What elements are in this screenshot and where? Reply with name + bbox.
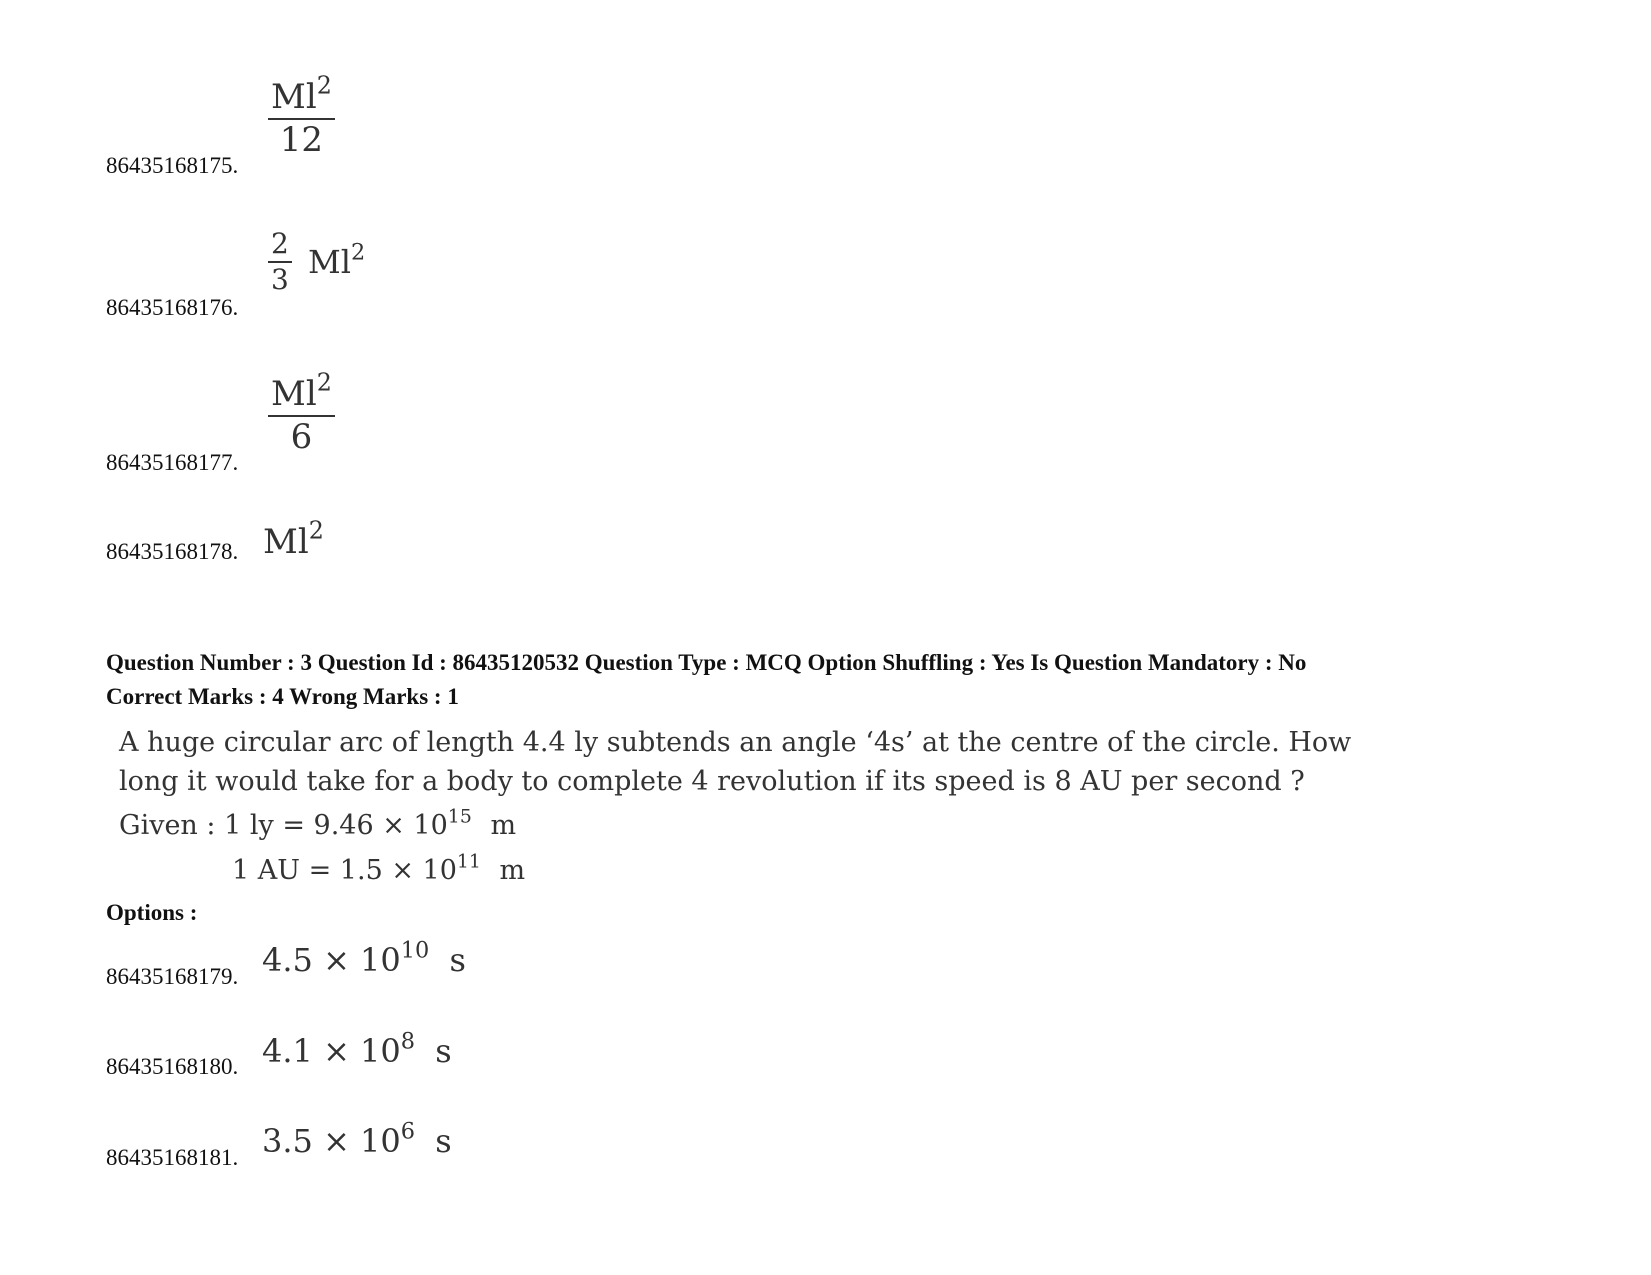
question-text-line1: A huge circular arc of length 4.4 ly subtends an angle ‘4s’ at the centre of the circle. How: [119, 727, 1352, 758]
option-value: $4.1 \times 10^8$ s: [262, 1028, 452, 1070]
question-marks: Correct Marks : 4 Wrong Marks : 1: [106, 684, 459, 709]
option-id: 86435168176.: [106, 295, 239, 320]
option-id: 86435168180.: [106, 1054, 239, 1079]
option-formula: $\frac{2}{3}$ Ml$^2$: [268, 228, 365, 296]
option-id: 86435168178.: [106, 539, 239, 564]
option-id: 86435168179.: [106, 964, 239, 989]
option-formula: $\frac{Ml^2}{12}$: [268, 78, 335, 160]
given-ly: Given : 1 ly = $9.46 \times 10^{15}$ m: [119, 805, 517, 841]
option-value: $4.5 \times 10^{10}$ s: [262, 937, 466, 979]
option-value: $3.5 \times 10^6$ s: [262, 1118, 452, 1160]
option-id: 86435168181.: [106, 1145, 239, 1170]
option-formula: $\frac{Ml^2}{6}$: [268, 375, 335, 457]
options-label: Options :: [106, 900, 198, 925]
question-header: Question Number : 3 Question Id : 86435120532 Question Type : MCQ Option Shuffling : Yes Is Question Mandatory : No: [106, 650, 1307, 675]
given-au: 1 AU = $1.5 \times 10^{11}$ m: [232, 850, 526, 886]
option-id: 86435168177.: [106, 450, 239, 475]
option-id: 86435168175.: [106, 153, 239, 178]
question-text-line2: long it would take for a body to complete 4 revolution if its speed is 8 AU per second ?: [119, 766, 1305, 797]
option-formula: Ml$^2$: [263, 516, 324, 562]
